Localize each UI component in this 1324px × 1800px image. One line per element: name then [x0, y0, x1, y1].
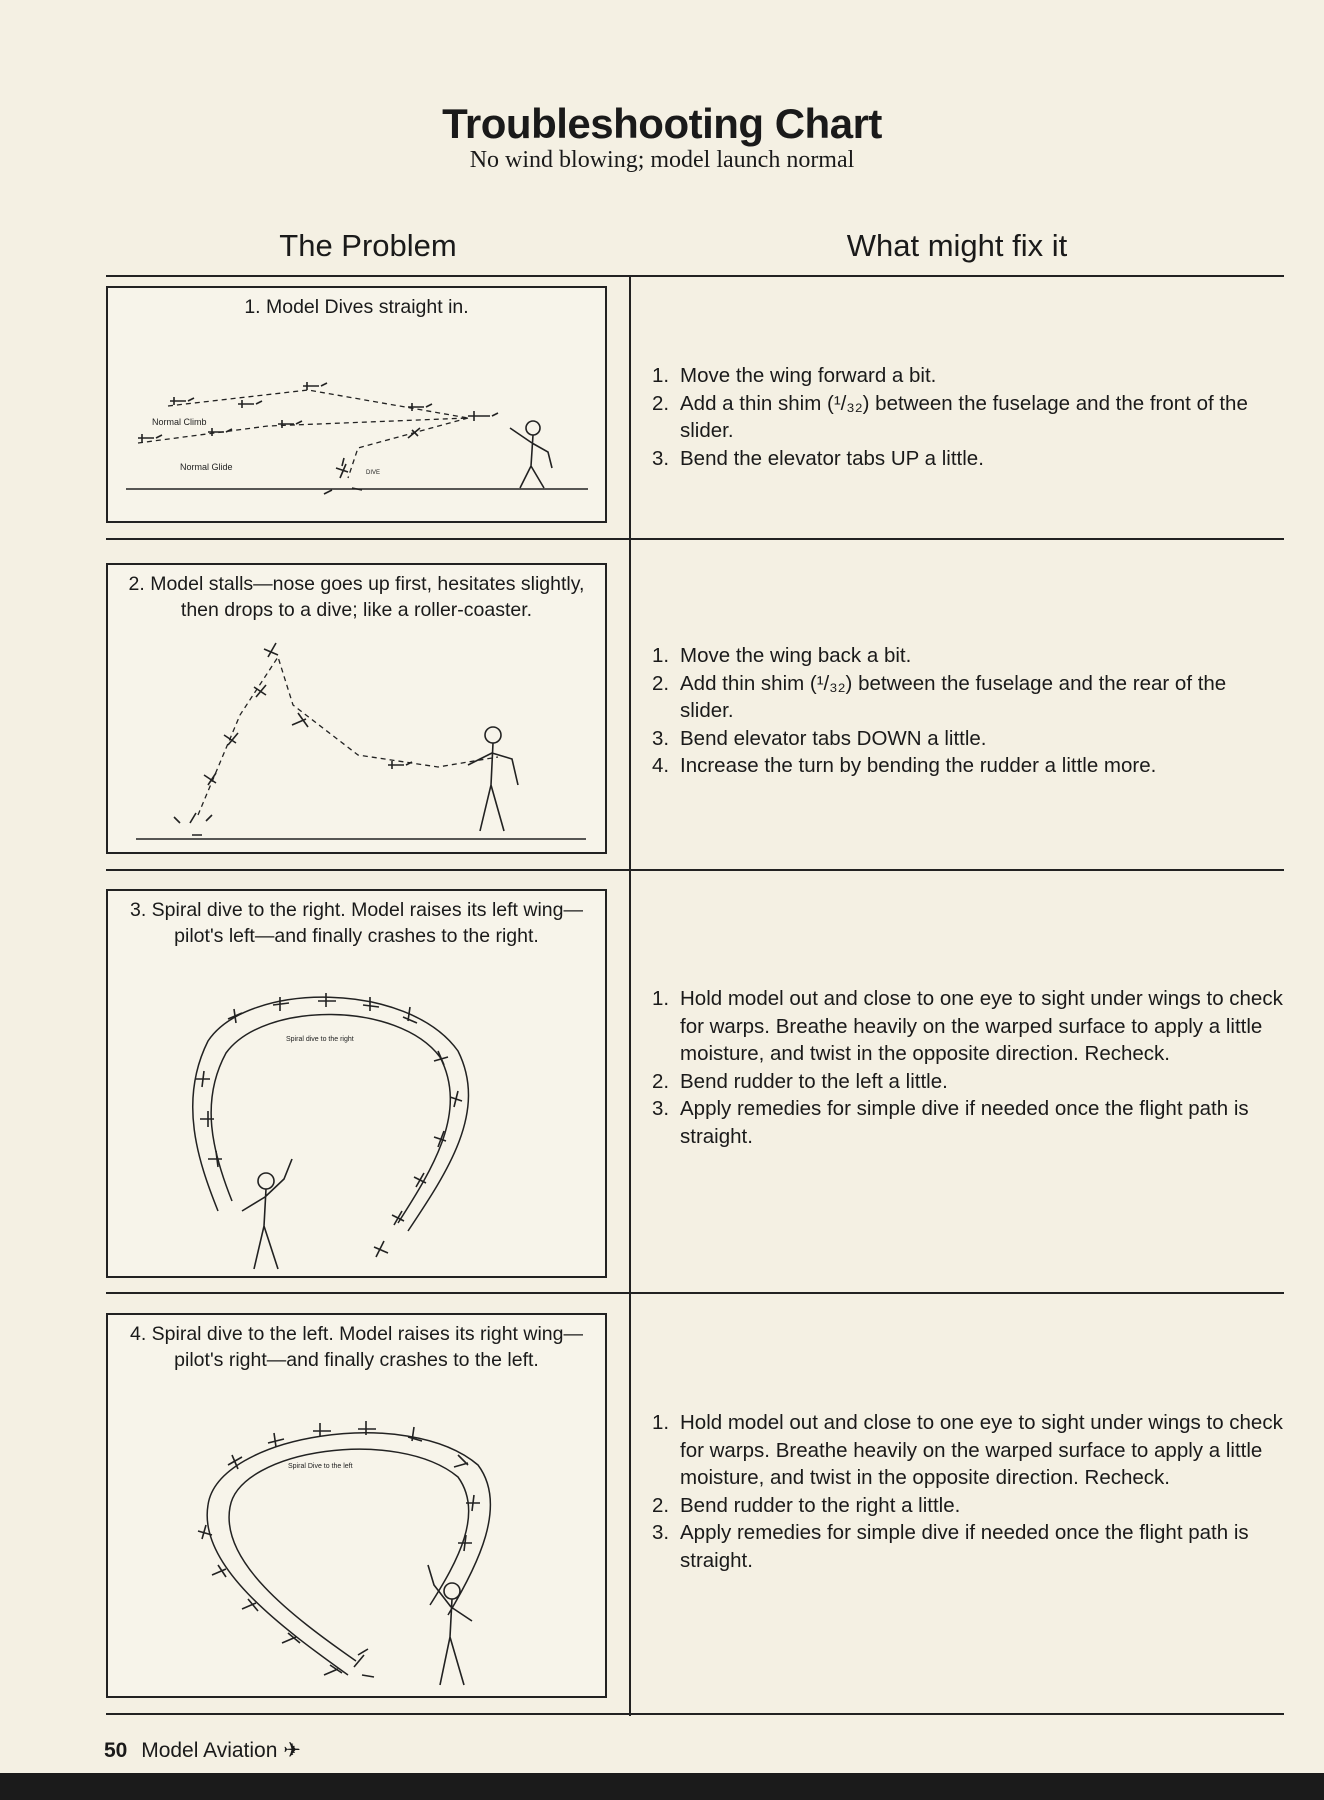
table-rule-row1: [106, 538, 1284, 540]
fix-item: 4. Increase the turn by bending the rudder a little more.: [652, 754, 1157, 777]
table-rule-row3: [106, 1292, 1284, 1294]
fix-item: 2. Bend rudder to the right a little.: [652, 1493, 961, 1517]
label-normal-glide: Normal Glide: [180, 462, 233, 472]
fix-item: 2. Add thin shim (¹/₃₂) between the fuselage and the rear of the slider.: [652, 671, 1227, 722]
fix-list-1: [652, 362, 1284, 472]
airplane-icon: ✈: [283, 1739, 301, 1762]
problem-title-1: 1. Model Dives straight in.: [244, 296, 469, 318]
dive-illustration: [108, 328, 605, 518]
fix-item: 1. Move the wing back a bit.: [652, 644, 912, 667]
problem-box-3: [106, 889, 607, 1278]
fix-item: 1. Hold model out and close to one eye to sight under wings to check for warps. Breathe heavily on the warped surface to apply a little moisture, and twist in the opposite direction. Recheck.: [652, 1411, 1283, 1489]
table-rule-row2: [106, 869, 1284, 871]
fix-list-3: [652, 985, 1284, 1150]
fix-item: 3. Apply remedies for simple dive if needed once the flight path is straight.: [652, 1521, 1249, 1572]
page-subtitle: No wind blowing; model launch normal: [469, 147, 855, 173]
magazine-name: Model Aviation: [141, 1739, 278, 1762]
column-header-fix: What might fix it: [846, 228, 1068, 263]
fix-item: 2. Add a thin shim (¹/₃₂) between the fuselage and the front of the slider.: [652, 391, 1248, 442]
problem-title-2: 2. Model stalls—nose goes up first, hesitates slightly, then drops to a dive; like a roller-coaster.: [128, 573, 585, 621]
label-normal-climb: Normal Climb: [152, 417, 207, 427]
fix-item: 3. Bend the elevator tabs UP a little.: [652, 446, 984, 470]
fix-list-4: [652, 1409, 1284, 1574]
page-title: Troubleshooting Chart: [442, 100, 882, 147]
stall-illustration: [108, 635, 605, 852]
fix-list-2: [652, 642, 1284, 780]
table-column-divider: [629, 276, 631, 1716]
fix-item: 3. Bend elevator tabs DOWN a little.: [652, 726, 987, 750]
page-number: 50: [104, 1739, 128, 1762]
fix-item: 3. Apply remedies for simple dive if needed once the flight path is straight.: [652, 1097, 1249, 1148]
table-rule-top: [106, 275, 1284, 277]
scan-edge: [0, 1773, 1324, 1800]
problem-title-3: 3. Spiral dive to the right. Model raises its left wing—pilot's left—and finally crashes to the right.: [129, 899, 584, 947]
page-footer: [104, 1738, 301, 1763]
problem-box-2: [106, 563, 607, 854]
label-dive: DIVE: [366, 470, 381, 476]
fix-item: 2. Bend rudder to the left a little.: [652, 1069, 948, 1093]
table-rule-bottom: [106, 1713, 1284, 1715]
fix-item: 1. Hold model out and close to one eye to sight under wings to check for warps. Breathe heavily on the warped surface to apply a little moisture, and twist in the opposite direction. Recheck.: [652, 987, 1283, 1065]
label-spiral-left: Spiral Dive to the left: [288, 1463, 353, 1470]
spiral-left-illustration: [108, 1385, 605, 1696]
problem-title-4: 4. Spiral dive to the left. Model raises its right wing—pilot's right—and finally crashes to the left.: [129, 1323, 584, 1371]
column-header-problem: The Problem: [279, 228, 457, 263]
spiral-right-illustration: [108, 961, 605, 1276]
label-spiral-right: Spiral dive to the right: [286, 1036, 354, 1043]
fix-item: 1. Move the wing forward a bit.: [652, 364, 937, 387]
problem-box-4: [106, 1313, 607, 1698]
problem-box-1: [106, 286, 607, 523]
